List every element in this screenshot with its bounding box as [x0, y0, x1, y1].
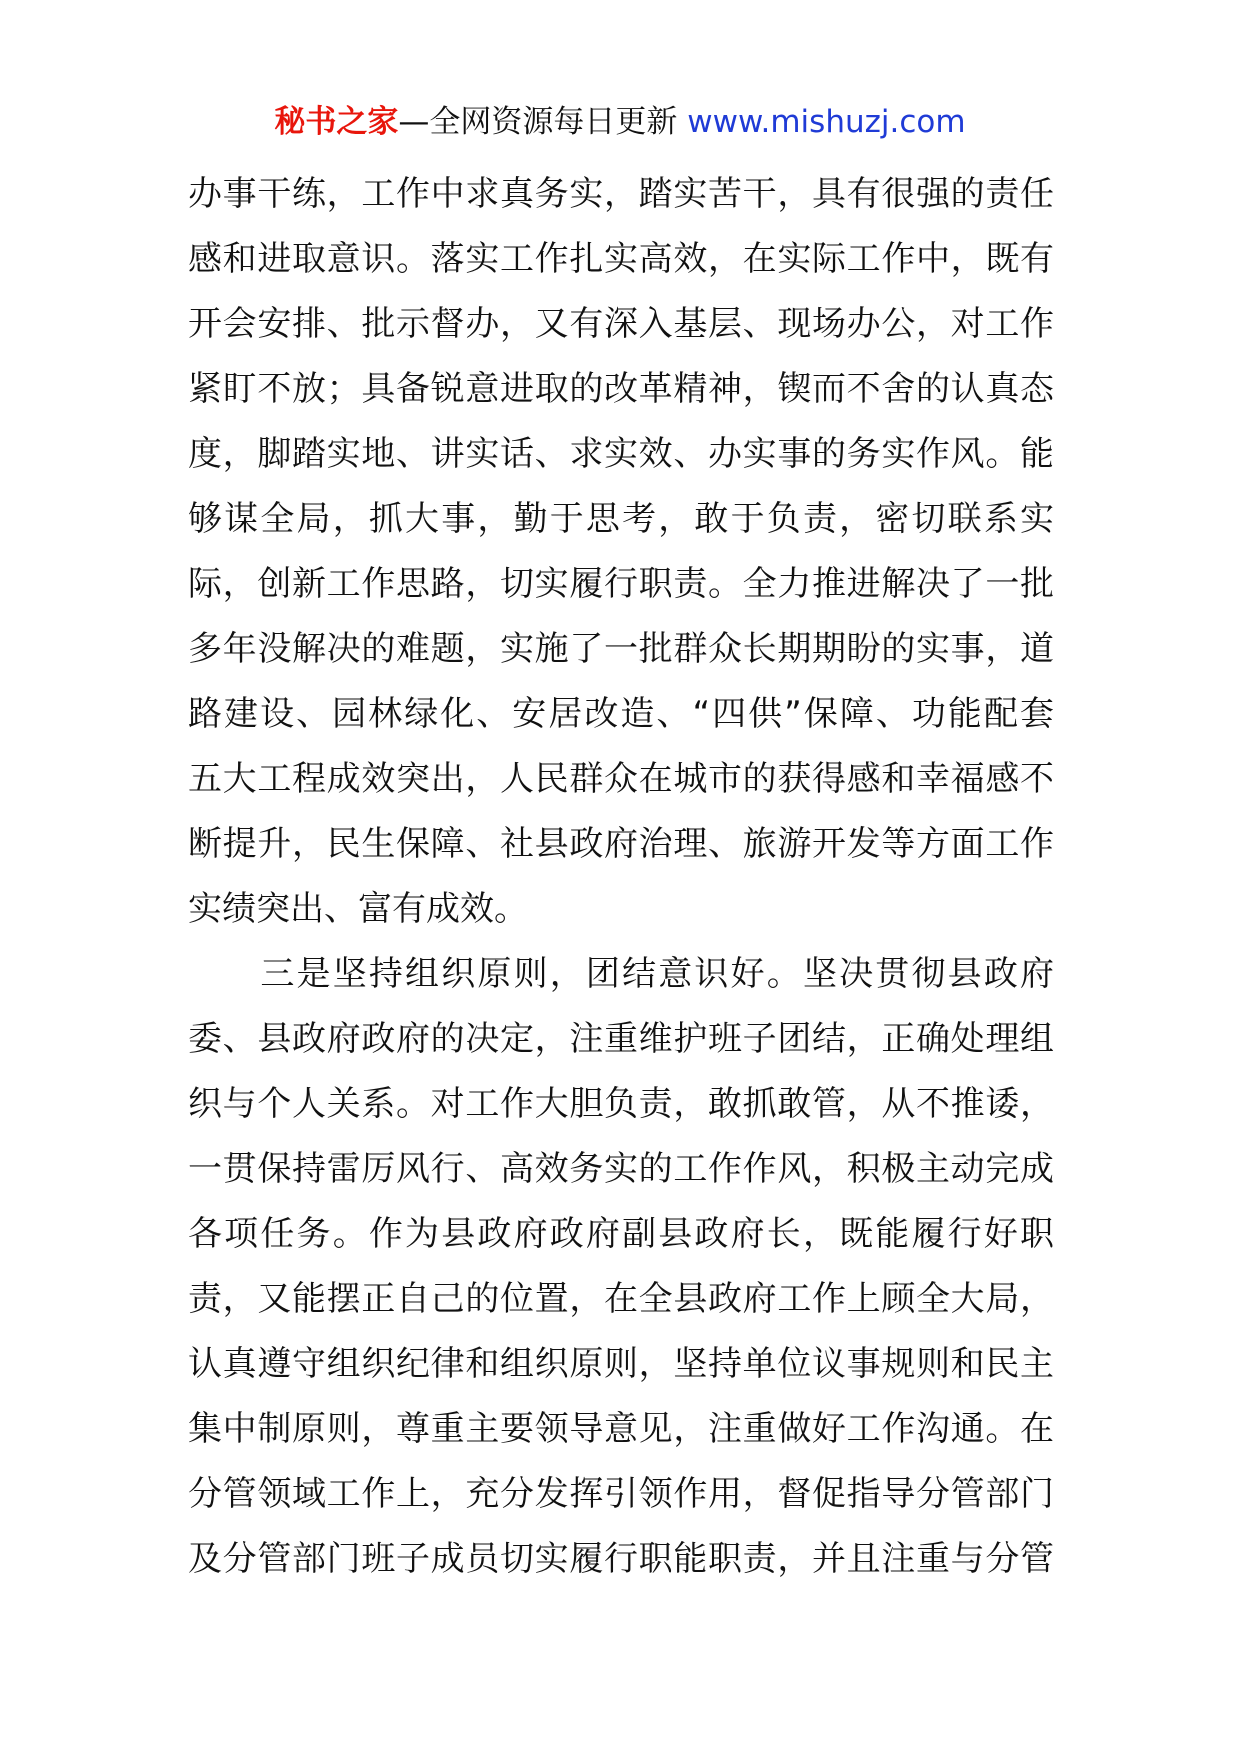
- text-line: 路建设、园林绿化、安居改造、“四供”保障、功能配套: [188, 694, 1054, 734]
- text-line: 度，脚踏实地、讲实话、求实效、办实事的务实作风。能: [188, 434, 1054, 474]
- header-tagline: —全网资源每日更新: [398, 104, 688, 140]
- text-line: 一贯保持雷厉风行、高效务实的工作作风，积极主动完成: [188, 1149, 1054, 1189]
- text-line: 际，创新工作思路，切实履行职责。全力推进解决了一批: [188, 564, 1054, 604]
- text-line: 开会安排、批示督办，又有深入基层、现场办公，对工作: [188, 304, 1054, 344]
- text-line: 感和进取意识。落实工作扎实高效，在实际工作中，既有: [188, 239, 1054, 279]
- text-line: 紧盯不放；具备锐意进取的改革精神，锲而不舍的认真态: [188, 369, 1054, 409]
- text-line: 集中制原则，尊重主要领导意见，注重做好工作沟通。在: [188, 1409, 1054, 1449]
- text-line: 委、县政府政府的决定，注重维护班子团结，正确处理组: [188, 1019, 1054, 1059]
- text-line: 五大工程成效突出，人民群众在城市的获得感和幸福感不: [188, 759, 1054, 799]
- paragraph-end-line: 实绩突出、富有成效。: [188, 889, 528, 929]
- text-line: 断提升，民生保障、社县政府治理、旅游开发等方面工作: [188, 824, 1054, 864]
- paragraph-first-line: 三是坚持组织原则，团结意识好。坚决贯彻县政府: [188, 954, 1054, 994]
- text-line: 责，又能摆正自己的位置，在全县政府工作上顾全大局，: [188, 1279, 1054, 1319]
- text-line: 各项任务。作为县政府政府副县政府长，既能履行好职: [188, 1214, 1054, 1254]
- website-link[interactable]: www.mishuzj.com: [687, 104, 966, 140]
- text-line: 认真遵守组织纪律和组织原则，坚持单位议事规则和民主: [188, 1344, 1054, 1384]
- brand-name: 秘书之家: [274, 104, 399, 140]
- text-line: 分管领域工作上，充分发挥引领作用，督促指导分管部门: [188, 1474, 1054, 1514]
- document-body: [188, 162, 1054, 1592]
- text-line: 及分管部门班子成员切实履行职能职责，并且注重与分管: [188, 1539, 1054, 1579]
- page-header: [0, 100, 1240, 144]
- text-line: 办事干练，工作中求真务实，踏实苦干，具有很强的责任: [188, 174, 1054, 214]
- text-line: 够谋全局，抓大事，勤于思考，敢于负责，密切联系实: [188, 499, 1054, 539]
- text-line: 多年没解决的难题，实施了一批群众长期期盼的实事，道: [188, 629, 1054, 669]
- text-line: 织与个人关系。对工作大胆负责，敢抓敢管，从不推诿，: [188, 1084, 1054, 1124]
